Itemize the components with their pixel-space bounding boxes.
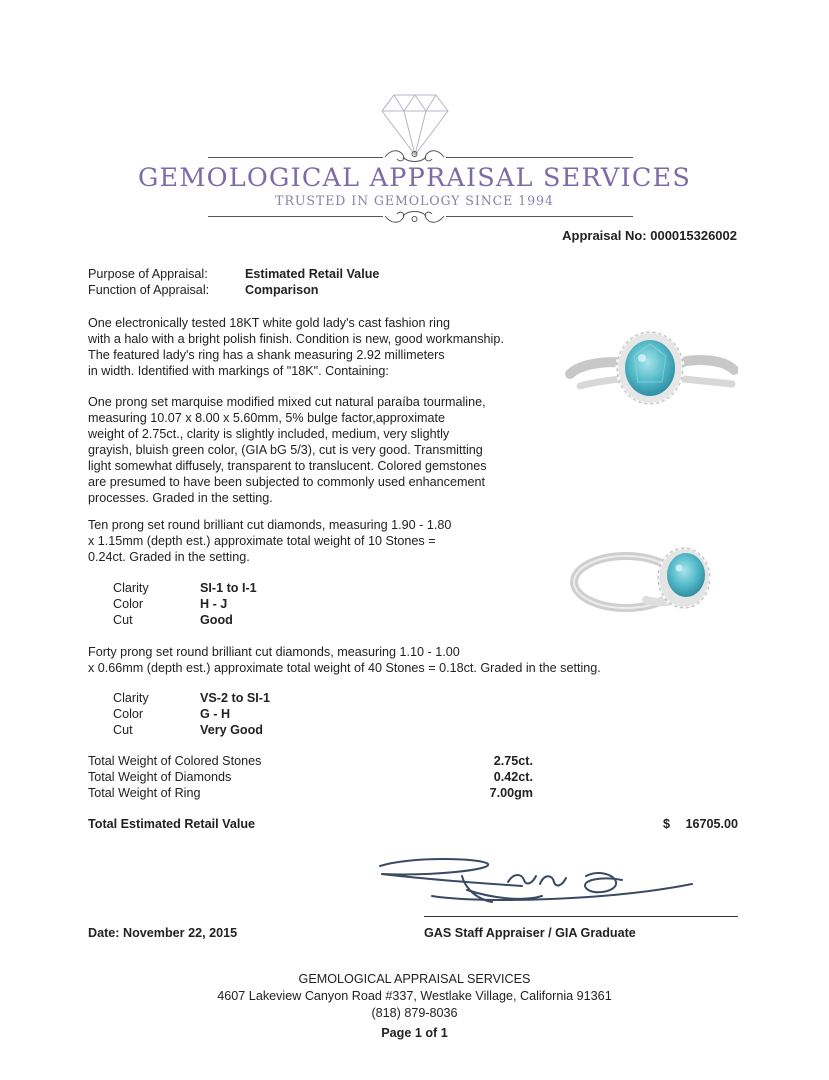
header-rule-top-right xyxy=(446,157,633,158)
g2-color-label: Color xyxy=(113,707,144,721)
footer-company: GEMOLOGICAL APPRAISAL SERVICES xyxy=(298,972,531,986)
diamonds-group1-description: Ten prong set round brilliant cut diamonds, measuring 1.90 - 1.80 x 1.15mm (depth est.) approximate total weight of 10 Stones = 0.24ct. Graded in the setting. xyxy=(88,518,452,564)
function-label: Function of Appraisal: xyxy=(88,283,210,297)
signature-line xyxy=(424,916,738,917)
ring-side-view-image xyxy=(566,530,728,622)
flourish-bottom-icon xyxy=(383,206,446,226)
footer xyxy=(0,971,829,1042)
retail-currency: $ xyxy=(663,817,671,831)
header-rule-bottom-left xyxy=(208,216,383,217)
company-tagline: TRUSTED IN GEMOLOGY SINCE 1994 xyxy=(275,193,554,208)
g1-color-label: Color xyxy=(113,597,144,611)
g2-cut-label: Cut xyxy=(113,723,133,737)
total-diamonds-label: Total Weight of Diamonds xyxy=(88,770,232,784)
total-diamonds-value: 0.42ct. xyxy=(493,770,533,784)
company-title: GEMOLOGICAL APPRAISAL SERVICES xyxy=(137,163,692,193)
ring-description: One electronically tested 18KT white gold lady's cast fashion ring with a halo with a bright polish finish. Condition is new, good workmanship. The featured lady's ring has a shank measuring 2.92 millimeters in width. Identified with markings of "18K". Containing: xyxy=(88,316,504,378)
appraisal-date: Date: November 22, 2015 xyxy=(88,926,238,940)
footer-address: 4607 Lakeview Canyon Road #337, Westlake Village, California 91361 xyxy=(217,989,612,1003)
function-value: Comparison xyxy=(245,283,319,297)
g2-color-value: G - H xyxy=(200,707,231,721)
appraiser-title: GAS Staff Appraiser / GIA Graduate xyxy=(424,926,636,940)
appraiser-signature-icon xyxy=(372,854,702,912)
g1-cut-value: Good xyxy=(200,613,233,627)
purpose-value: Estimated Retail Value xyxy=(245,267,380,281)
g1-cut-label: Cut xyxy=(113,613,133,627)
g2-clarity-label: Clarity xyxy=(113,691,149,705)
purpose-label: Purpose of Appraisal: xyxy=(88,267,208,281)
page-number: Page 1 of 1 xyxy=(381,1026,448,1040)
ring-top-view-image xyxy=(562,318,738,414)
header-rule-bottom-right xyxy=(446,216,633,217)
appraisal-number: Appraisal No: 000015326002 xyxy=(562,228,737,243)
total-colored-label: Total Weight of Colored Stones xyxy=(88,754,262,768)
g2-cut-value: Very Good xyxy=(200,723,263,737)
g1-clarity-label: Clarity xyxy=(113,581,149,595)
total-colored-value: 2.75ct. xyxy=(493,754,533,768)
retail-value: 16705.00 xyxy=(685,817,738,831)
diamonds-group2-description: Forty prong set round brilliant cut diamonds, measuring 1.10 - 1.00 x 0.66mm (depth est.) approximate total weight of 40 Stones = 0.18ct. Graded in the setting. xyxy=(88,645,601,675)
g1-color-value: H - J xyxy=(200,597,228,611)
total-ring-value: 7.00gm xyxy=(489,786,533,800)
total-ring-label: Total Weight of Ring xyxy=(88,786,201,800)
footer-phone: (818) 879-8036 xyxy=(371,1006,458,1020)
g1-clarity-value: SI-1 to I-1 xyxy=(200,581,257,595)
header-rule-top-left xyxy=(208,157,383,158)
g2-clarity-value: VS-2 to SI-1 xyxy=(200,691,270,705)
center-stone-description: One prong set marquise modified mixed cut natural paraíba tourmaline, measuring 10.07 x 8.00 x 5.60mm, 5% bulge factor,approximate weight of 2.75ct., clarity is slightly included, medium, very slightly grayish, bluish green color, (GIA bG 5/3), cut is very good. Transmitting light somewhat diffusely, transparent to translucent. Colored gemstones are presumed to have been subjected to commonly used enhancement processes. Graded in the setting. xyxy=(88,395,487,505)
retail-value-label: Total Estimated Retail Value xyxy=(88,817,256,831)
